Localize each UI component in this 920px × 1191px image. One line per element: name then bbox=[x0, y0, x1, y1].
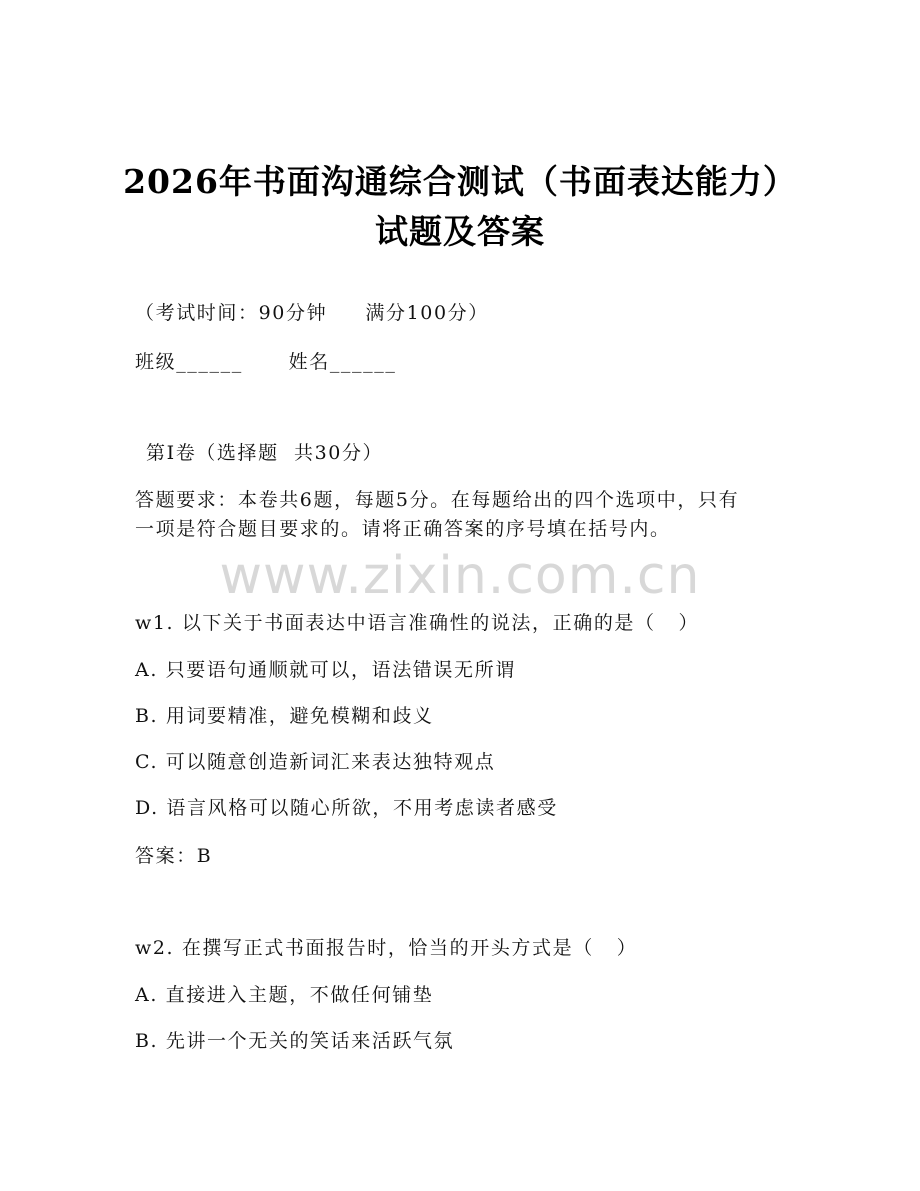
student-fields: 班级______ 姓名______ bbox=[135, 351, 397, 373]
document-title-line1: 2026年书面沟通综合测试（书面表达能力） bbox=[123, 162, 797, 201]
question-2-option-a: A. 直接进入主题，不做任何铺垫 bbox=[135, 984, 434, 1006]
question-2-option-b: B. 先讲一个无关的笑话来活跃气氛 bbox=[135, 1030, 455, 1052]
question-1-stem: w1. 以下关于书面表达中语言准确性的说法，正确的是（ ） bbox=[135, 612, 700, 634]
question-1-option-b: B. 用词要精准，避免模糊和歧义 bbox=[135, 705, 434, 727]
question-1-option-d: D. 语言风格可以随心所欲，不用考虑读者感受 bbox=[135, 797, 558, 819]
question-1-answer: 答案：B bbox=[135, 845, 213, 867]
watermark: www.zixin.com.cn bbox=[219, 546, 701, 606]
instructions-line2: 一项是符合题目要求的。请将正确答案的序号填在括号内。 bbox=[135, 518, 671, 540]
document-title-line2: 试题及答案 bbox=[375, 212, 545, 251]
question-1-option-c: C. 可以随意创造新词汇来表达独特观点 bbox=[135, 751, 496, 773]
instructions-line1: 答题要求：本卷共6题，每题5分。在每题给出的四个选项中，只有 bbox=[135, 489, 740, 511]
exam-info: （考试时间：90分钟 满分100分） bbox=[135, 302, 489, 324]
question-2-stem: w2. 在撰写正式书面报告时，恰当的开头方式是（ ） bbox=[135, 937, 638, 959]
question-1-option-a: A. 只要语句通顺就可以，语法错误无所谓 bbox=[135, 659, 516, 681]
section-heading: 第Ⅰ卷（选择题 共30分） bbox=[146, 442, 384, 464]
